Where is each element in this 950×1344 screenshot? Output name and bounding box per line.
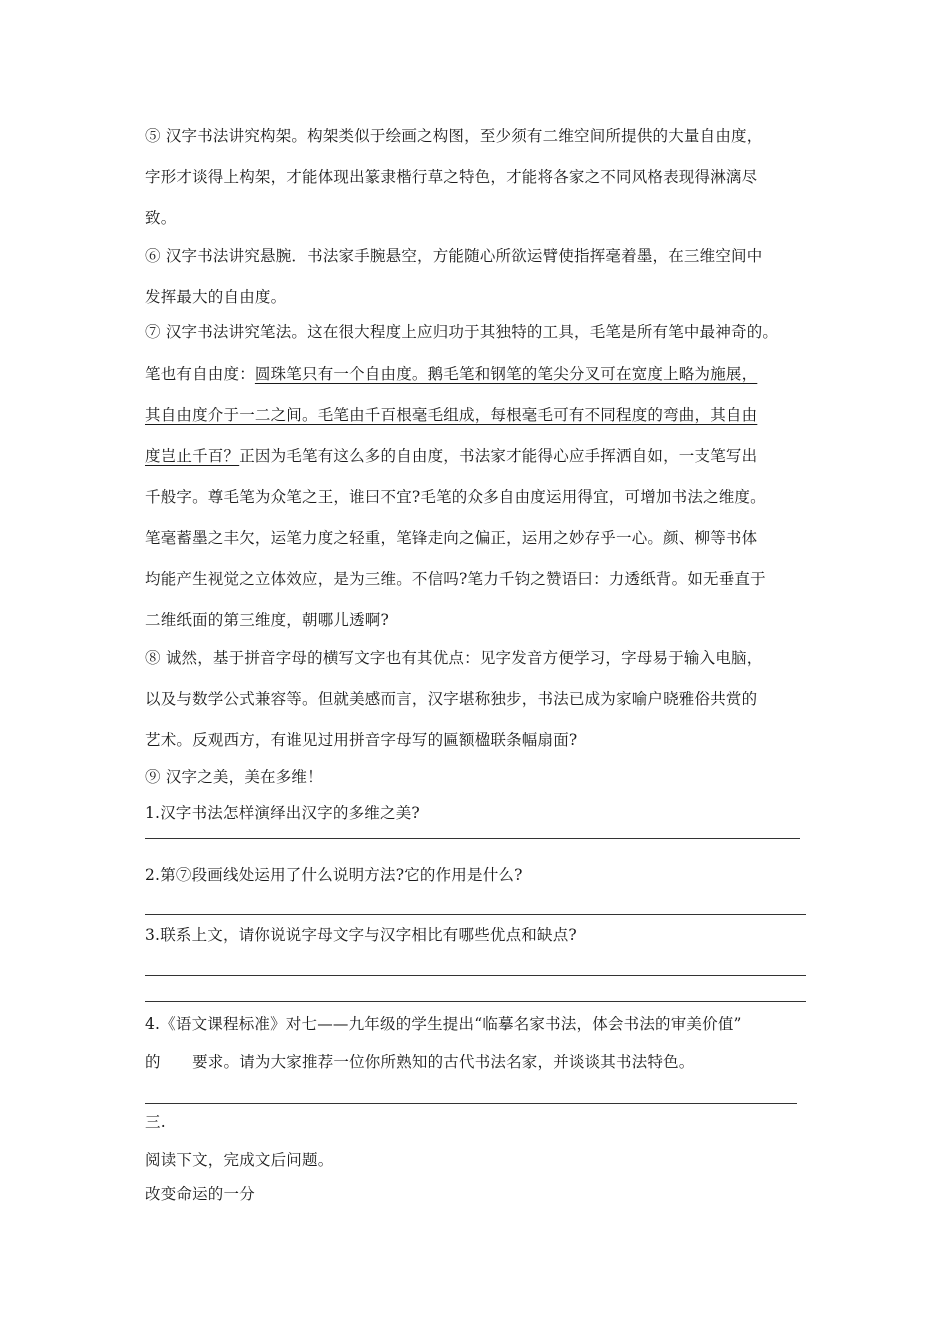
- para7-line6: 笔毫蓄墨之丰欠，运笔力度之轻重，笔锋走向之偏正，运用之妙存乎一心。颜、柳等书体: [145, 529, 758, 547]
- answer-line-4[interactable]: [145, 1103, 797, 1104]
- para9: ⑨ 汉字之美，美在多维！: [145, 768, 323, 786]
- para7-underlined-text: 圆珠笔只有一个自由度。鹅毛笔和钢笔的笔尖分叉可在宽度上略为施展，: [254, 365, 758, 383]
- para5-line2: 字形才谈得上构架，才能体现出篆隶楷行草之特色，才能将各家之不同风格表现得淋漓尽: [145, 168, 758, 186]
- section-heading: 三.: [145, 1113, 166, 1131]
- question-1: 1.汉字书法怎样演绎出汉字的多维之美?: [145, 804, 420, 822]
- para7-line4-plain: 正因为毛笔有这么多的自由度，书法家才能得心应手挥洒自如，一支笔写出: [239, 447, 758, 465]
- para7-line5: 千般字。尊毛笔为众笔之王，谁曰不宜?毛笔的众多自由度运用得宜，可增加书法之维度。: [145, 488, 766, 506]
- answer-line-1[interactable]: [145, 838, 800, 839]
- section-instruction: 阅读下文，完成文后问题。: [145, 1151, 334, 1169]
- para7-line4: [145, 446, 757, 466]
- para5-line1: ⑤ 汉字书法讲究构架。构架类似于绘画之构图，至少须有二维空间所提供的大量自由度，: [145, 127, 763, 145]
- para7-underlined-end: 度岂止千百？: [145, 447, 240, 465]
- question-3: 3.联系上文，请你说说字母文字与汉字相比有哪些优点和缺点?: [145, 926, 577, 944]
- para7-line7: 均能产生视觉之立体效应，是为三维。不信吗?笔力千钧之赞语曰：力透纸背。如无垂直于: [145, 570, 766, 588]
- answer-line-3b[interactable]: [145, 1001, 806, 1002]
- para8-line2: 以及与数学公式兼容等。但就美感而言，汉字堪称独步，书法已成为家喻户晓雅俗共赏的: [145, 690, 758, 708]
- question-4-line2: 的 要求。请为大家推荐一位你所熟知的古代书法名家，并谈谈其书法特色。: [145, 1053, 695, 1071]
- answer-line-2[interactable]: [145, 914, 806, 915]
- question-4-line1: 4.《语文课程标准》对七——九年级的学生提出“临摹名家书法，体会书法的审美价值”: [145, 1015, 742, 1033]
- para8-line3: 艺术。反观西方，有谁见过用拼音字母写的匾额楹联条幅扇面?: [145, 731, 578, 749]
- article-title: 改变命运的一分: [145, 1185, 255, 1203]
- para7-line1: ⑦ 汉字书法讲究笔法。这在很大程度上应归功于其独特的工具，毛笔是所有笔中最神奇的。: [145, 323, 779, 341]
- question-2: 2.第⑦段画线处运用了什么说明方法?它的作用是什么?: [145, 866, 523, 884]
- para6-line2: 发挥最大的自由度。: [145, 288, 287, 306]
- para7-line2: [145, 364, 757, 384]
- para7-line8: 二维纸面的第三维度，朝哪儿透啊?: [145, 611, 390, 629]
- answer-line-3a[interactable]: [145, 975, 806, 976]
- para7-line2-plain: 笔也有自由度：: [145, 365, 255, 383]
- para6-line1: ⑥ 汉字书法讲究悬腕．书法家手腕悬空，方能随心所欲运臂使指挥毫着墨，在三维空间中: [145, 247, 763, 265]
- para7-underlined-line3: 其自由度介于一二之间。毛笔由千百根毫毛组成，每根毫毛可有不同程度的弯曲，其自由: [145, 406, 758, 424]
- para8-line1: ⑧ 诚然，基于拼音字母的横写文字也有其优点：见字发音方便学习，字母易于输入电脑，: [145, 649, 763, 667]
- para5-line3: 致。: [145, 209, 177, 227]
